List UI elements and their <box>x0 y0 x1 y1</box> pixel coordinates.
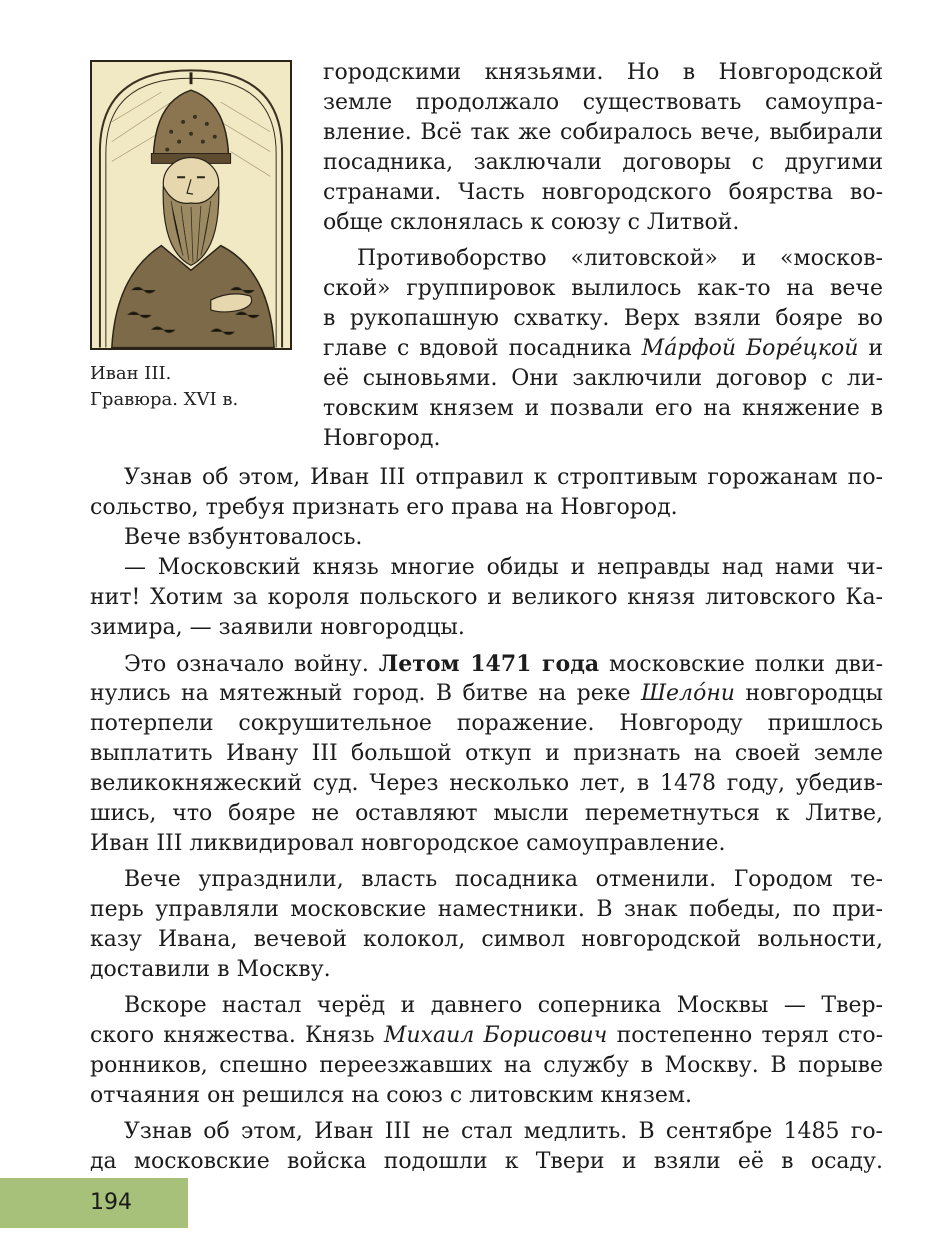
text-line: доставили в Москву. <box>90 957 331 982</box>
text-line: да московские войска подошли к Твери и взяли её в осаду. <box>90 1149 883 1174</box>
paragraph <box>90 463 883 523</box>
text-line: перь управляли московские наместники. В знак победы, по при- <box>90 897 883 922</box>
caption-line: Гравюра. XVI в. <box>90 389 239 410</box>
text-line: шись, что бояре не оставляют мысли переметнуться к Литве, <box>90 801 883 826</box>
text-line: городскими князьями. Но в Новгородской <box>323 60 883 85</box>
text-line <box>90 679 883 709</box>
name-marfa-boretskaya: Ма́рфой Боре́цкой <box>641 336 859 361</box>
text-line: отчаяния он решился на союз с литовским князем. <box>90 1083 692 1108</box>
page-number: 194 <box>90 1190 132 1215</box>
text-span: нулись на мятежный город. В битве на реке <box>90 681 641 706</box>
text-line: Вече упразднили, власть посадника отменили. Городом те- <box>124 867 883 892</box>
text-line: казу Ивана, вечевой колокол, символ новгородской вольности, <box>90 927 883 952</box>
text-line: потерпели сокрушительное поражение. Новгороду пришлось <box>90 711 883 736</box>
text-line: Вече взбунтовалось. <box>124 525 363 550</box>
paragraph <box>90 523 883 553</box>
paragraph <box>90 553 883 643</box>
bold-date: Летом 1471 года <box>378 651 600 677</box>
text-span: Это означало войну. <box>124 652 379 677</box>
body-text <box>90 463 883 1177</box>
text-line: — Московский князь многие обиды и неправды над нами чи- <box>124 555 883 580</box>
text-span: постепенно терял сто- <box>607 1023 884 1048</box>
text-line: вление. Всё так же собиралось вече, выбирали <box>323 120 883 145</box>
text-line: Новгород. <box>323 426 441 451</box>
paragraph <box>90 649 883 859</box>
engraving-illustration <box>92 62 290 348</box>
text-line: выплатить Ивану III большой откуп и признать на своей земле <box>90 741 883 766</box>
text-span: ского княжества. Князь <box>90 1023 384 1048</box>
text-span: и <box>858 336 883 361</box>
figure-caption <box>90 361 300 413</box>
text-line: Иван III ликвидировал новгородское самоуправление. <box>90 831 726 856</box>
text-line: Узнав об этом, Иван III отправил к строптивым горожанам по- <box>124 465 883 490</box>
name-mikhail-borisovich: Михаил Борисович <box>383 1023 608 1048</box>
text-line: сольство, требуя признать его права на Новгород. <box>90 495 678 520</box>
text-line: Вскоре настал черёд и давнего соперника Москвы — Твер- <box>124 993 883 1018</box>
paragraph <box>90 865 883 985</box>
text-line: ской» группировок вылилось как-то на вече <box>323 276 883 301</box>
text-line <box>90 1021 883 1051</box>
ivan-iii-engraving <box>90 60 292 350</box>
text-line: зимира, — заявили новгородцы. <box>90 615 465 640</box>
text-line: её сыновьями. Они заключили договор с ли- <box>323 366 883 391</box>
paragraph <box>323 58 883 238</box>
text-line: Противоборство «литовской» и «москов- <box>357 246 883 271</box>
text-line: в рукопашную схватку. Верх взяли бояре во <box>323 306 883 331</box>
text-line: великокняжеский суд. Через несколько лет, в 1478 году, убедив- <box>90 771 883 796</box>
text-line: нит! Хотим за короля польского и великого князя литовского Ка- <box>90 585 883 610</box>
text-span: новгородцы <box>734 681 884 706</box>
text-line <box>323 334 883 364</box>
text-line: ронников, спешно переезжавших на службу в Москву. В порыве <box>90 1053 883 1078</box>
text-span: главе с вдовой посадника <box>323 336 642 361</box>
paragraph <box>90 1117 883 1177</box>
text-line: земле продолжало существовать самоупра- <box>323 90 883 115</box>
paragraph <box>323 244 883 454</box>
text-line: посадника, заключали договоры с другими <box>323 150 883 175</box>
text-line: товским князем и позвали его на княжение в <box>323 396 883 421</box>
text-line <box>90 649 883 679</box>
text-span: московские полки дви- <box>599 652 883 677</box>
caption-line: Иван III. <box>90 363 172 384</box>
top-column <box>323 58 883 454</box>
paragraph <box>90 991 883 1111</box>
text-line: странами. Часть новгородского боярства во- <box>323 180 883 205</box>
text-line: обще склонялась к союзу с Литвой. <box>323 210 740 235</box>
text-line: Узнав об этом, Иван III не стал медлить. В сентябре 1485 го- <box>124 1119 883 1144</box>
river-sheloni: Шело́ни <box>640 681 735 706</box>
